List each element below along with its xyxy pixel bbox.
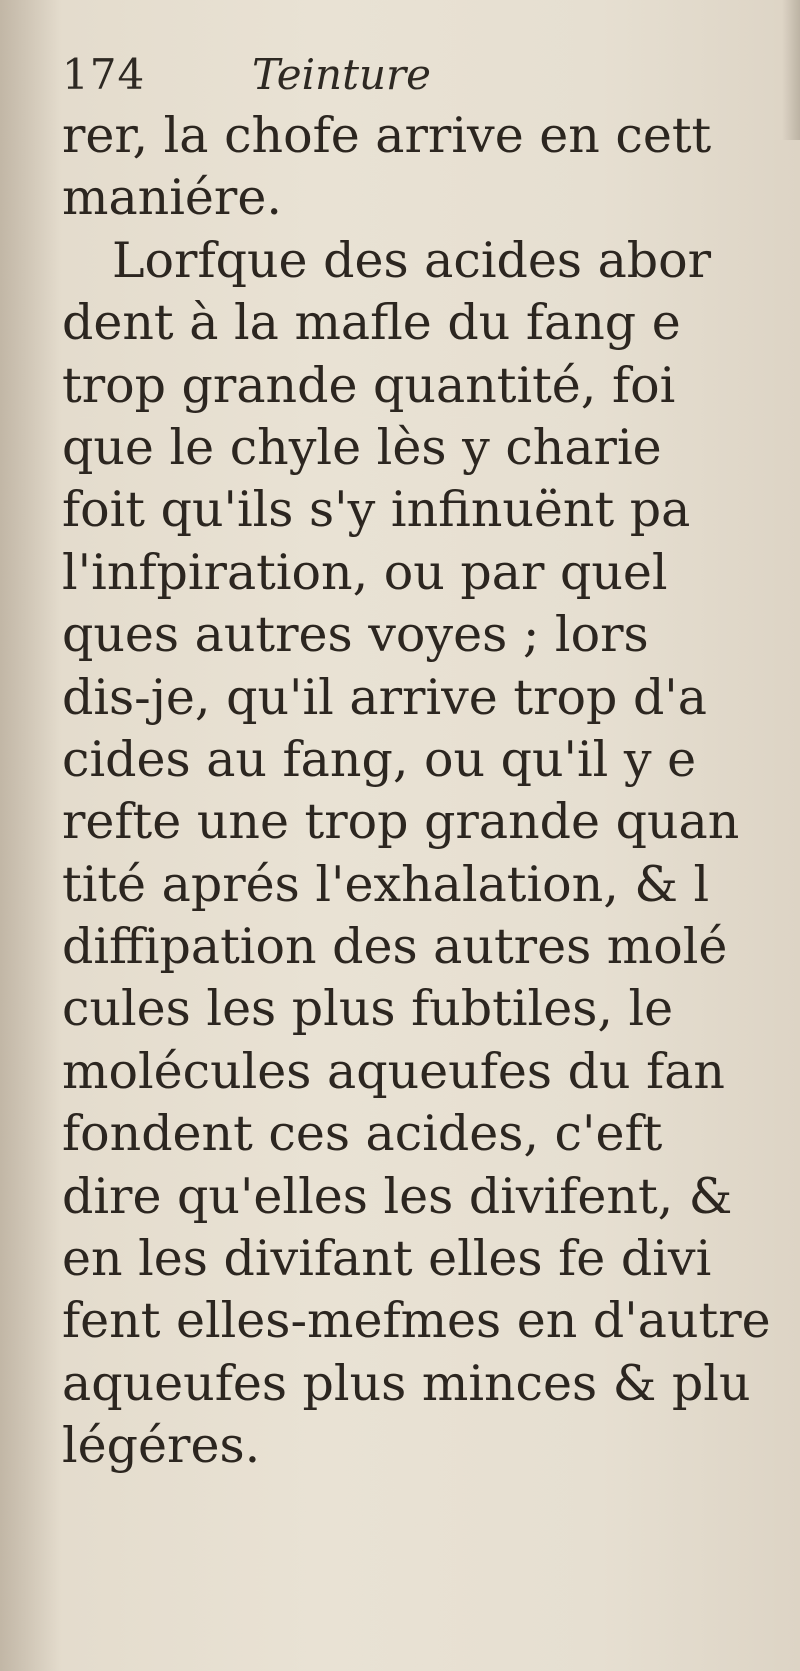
page-fold-shadow xyxy=(0,0,60,1671)
text-line: foit qu'ils s'y infinuënt pa xyxy=(62,481,691,539)
text-line: que le chyle lès y charie xyxy=(62,418,662,476)
page-number: 174 xyxy=(62,50,146,99)
text-line: l'infpiration, ou par quel xyxy=(62,543,668,601)
text-line: dent à la mafle du fang e xyxy=(62,294,681,352)
text-line: diffipation des autres molé xyxy=(62,918,728,976)
text-line: tité aprés l'exhalation, & l xyxy=(62,855,710,913)
text-line: légéres. xyxy=(62,1417,261,1475)
text-line: cules les plus fubtiles, le xyxy=(62,980,674,1038)
running-title: Teinture xyxy=(252,50,431,99)
text-line: refte une trop grande quan xyxy=(62,793,740,851)
text-line: dis-je, qu'il arrive trop d'a xyxy=(62,668,707,726)
text-line: fent elles-mefmes en d'autre xyxy=(62,1292,771,1350)
text-line: dire qu'elles les divifent, & xyxy=(62,1167,733,1225)
text-line: rer, la chofe arrive en cett xyxy=(62,107,712,164)
text-line-paragraph-start: Lorfque des acides abor xyxy=(112,231,712,289)
body-text xyxy=(62,105,800,1478)
text-line: trop grande quantité, foi xyxy=(62,356,676,414)
text-line: maniére. xyxy=(62,169,282,227)
text-line: ques autres voyes ; lors xyxy=(62,606,649,664)
text-line: cides au fang, ou qu'il y e xyxy=(62,730,697,788)
text-line: en les divifant elles fe divi xyxy=(62,1230,712,1288)
text-line: molécules aqueufes du fan xyxy=(62,1042,725,1100)
text-line: aqueufes plus minces & plu xyxy=(62,1354,751,1412)
text-line: fondent ces acides, c'eft xyxy=(62,1105,663,1163)
